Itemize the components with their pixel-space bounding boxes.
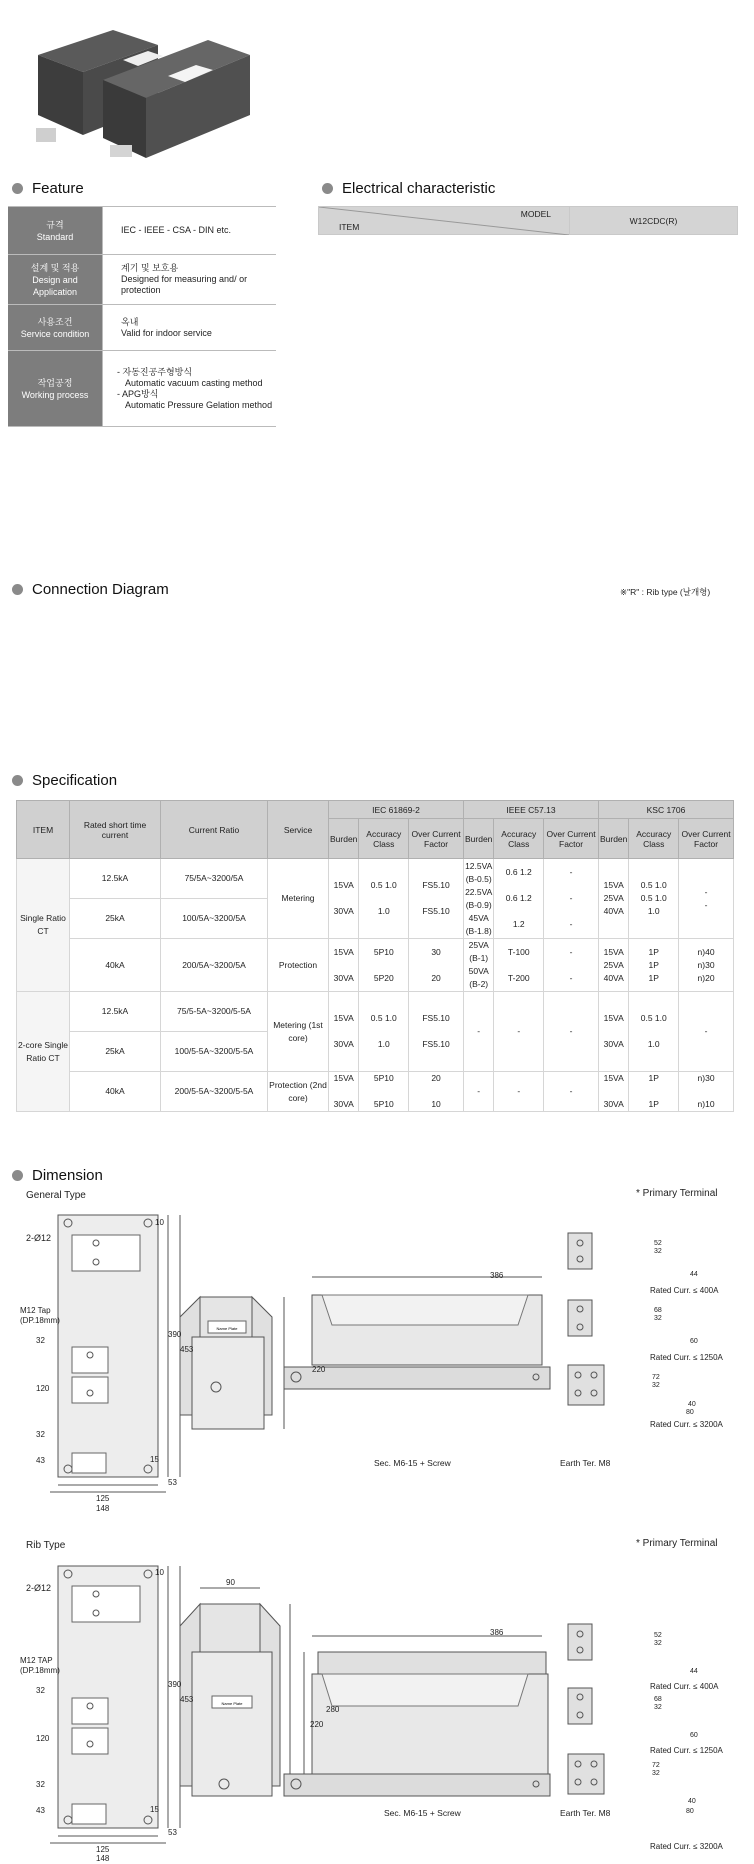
connection-section-title	[12, 581, 169, 598]
connection-diagrams	[10, 630, 750, 740]
terminal-rating: Rated Curr. ≤ 1250A	[650, 1353, 723, 1362]
spec-ksc-acc: 0.5 1.0 1.0	[629, 992, 679, 1072]
feature-label: 사용조건 Service condition	[8, 305, 103, 351]
spec-service: Protection (2nd core)	[268, 1072, 329, 1112]
connection-title: Connection Diagram	[32, 581, 169, 598]
feature-value: IEC - IEEE - CSA - DIN etc.	[103, 207, 277, 255]
spec-rated: 40kA	[70, 939, 161, 992]
terminal-rating: Rated Curr. ≤ 400A	[650, 1682, 719, 1691]
spec-rated: 25kA	[70, 899, 161, 939]
terminal-rating: Rated Curr. ≤ 3200A	[650, 1842, 723, 1851]
spec-ieee-burden: -	[463, 992, 493, 1072]
electrical-title: Electrical characteristic	[342, 180, 496, 197]
sec-screw-label: Sec. M6-15 + Screw	[374, 1458, 451, 1468]
spec-ksc-burden: 15VA 30VA	[598, 992, 628, 1072]
spec-service: Metering (1st core)	[268, 992, 329, 1072]
earth-terminal-label: Earth Ter. M8	[560, 1808, 611, 1818]
spec-group-name: 2-core Single Ratio CT	[17, 992, 70, 1112]
general-type-drawing	[20, 1205, 750, 1495]
spec-ksc-ocf: n)40 n)30 n)20	[679, 939, 734, 992]
spec-row	[17, 992, 734, 1032]
spec-ksc-burden: 15VA 25VA 40VA	[598, 939, 628, 992]
rib-type-note: ※"R" : Rib type (날개형)	[620, 587, 711, 597]
bullet-icon	[12, 183, 23, 194]
spec-ratio: 100/5A~3200/5A	[161, 899, 268, 939]
spec-ksc-ocf: - -	[679, 859, 734, 939]
dimension-title: Dimension	[32, 1167, 103, 1184]
spec-ieee-ocf: - - -	[544, 859, 599, 939]
spec-ieee-ocf: - -	[544, 939, 599, 992]
feature-row	[8, 207, 276, 255]
spec-ksc-acc: 0.5 1.0 0.5 1.0 1.0	[629, 859, 679, 939]
spec-iec-burden: 15VA 30VA	[329, 992, 359, 1072]
spec-ratio: 200/5-5A~3200/5-5A	[161, 1072, 268, 1112]
spec-rated: 40kA	[70, 1072, 161, 1112]
feature-value: - 자동진공주형방식 Automatic vacuum casting method - APG방식 Automatic Pressure Gelation method	[103, 351, 277, 427]
tap-dp-label: (DP.18mm)	[20, 1666, 60, 1675]
tap-label: M12 TAP	[20, 1656, 53, 1665]
spec-ieee-ocf: -	[544, 992, 599, 1072]
spec-ksc-acc: 1P 1P	[629, 1072, 679, 1112]
spec-ksc-ocf: n)30 n)10	[679, 1072, 734, 1112]
nameplate-text: Name Plate	[221, 1701, 243, 1706]
spec-iec-acc: 5P10 5P10	[359, 1072, 409, 1112]
spec-ksc-ocf: -	[679, 992, 734, 1072]
product-photo	[18, 10, 258, 160]
spec-rated: 25kA	[70, 1032, 161, 1072]
spec-group-name: Single Ratio CT	[17, 859, 70, 992]
spec-service: Metering	[268, 859, 329, 939]
spec-row	[17, 859, 734, 899]
spec-iec-ocf: FS5.10 FS5.10	[409, 859, 464, 939]
spec-ieee-acc: -	[494, 1072, 544, 1112]
model-item-header: MODEL ITEM	[319, 207, 570, 235]
spec-ksc-burden: 15VA 25VA 40VA	[598, 859, 628, 939]
feature-table	[8, 206, 276, 427]
specification-title: Specification	[32, 772, 118, 789]
spec-iec-burden: 15VA 30VA	[329, 1072, 359, 1112]
sec-screw-label: Sec. M6-15 + Screw	[384, 1808, 461, 1818]
spec-ieee-burden: -	[463, 1072, 493, 1112]
spec-ratio: 100/5-5A~3200/5-5A	[161, 1032, 268, 1072]
feature-label: 규격 Standard	[8, 207, 103, 255]
spec-ieee-acc: -	[494, 992, 544, 1072]
spec-iec-ocf: 30 20	[409, 939, 464, 992]
spec-ksc-burden: 15VA 30VA	[598, 1072, 628, 1112]
rib-type-label: Rib Type	[26, 1540, 66, 1551]
spec-ksc-acc: 1P 1P 1P	[629, 939, 679, 992]
primary-terminal-label-1: * Primary Terminal	[636, 1188, 718, 1199]
spec-ieee-acc: 0.6 1.2 0.6 1.2 1.2	[494, 859, 544, 939]
spec-iec-acc: 5P10 5P20	[359, 939, 409, 992]
feature-label: 작업공정 Working process	[8, 351, 103, 427]
general-type-label: General Type	[26, 1190, 86, 1201]
spec-row	[17, 939, 734, 992]
hole-label: 2-Ø12	[26, 1233, 52, 1243]
feature-row	[8, 351, 276, 427]
bullet-icon	[12, 775, 23, 786]
spec-ieee-burden: 12.5VA (B-0.5) 22.5VA (B-0.9) 45VA (B-1.8)	[463, 859, 493, 939]
feature-value: 옥내 Valid for indoor service	[103, 305, 277, 351]
feature-row	[8, 305, 276, 351]
earth-terminal-label: Earth Ter. M8	[560, 1458, 611, 1468]
spec-ratio: 75/5A~3200/5A	[161, 859, 268, 899]
feature-section-title	[12, 180, 84, 197]
spec-iec-burden: 15VA 30VA	[329, 939, 359, 992]
spec-ratio: 200/5A~3200/5A	[161, 939, 268, 992]
primary-terminal-label-2: * Primary Terminal	[636, 1538, 718, 1549]
spec-rated: 12.5kA	[70, 859, 161, 899]
electrical-section-title	[322, 180, 495, 197]
spec-iec-ocf: FS5.10 FS5.10	[409, 992, 464, 1072]
dimension-section-title	[12, 1167, 103, 1184]
hole-label: 2-Ø12	[26, 1583, 52, 1593]
feature-label: 설계 및 적용 Design and Application	[8, 255, 103, 305]
spec-rated: 12.5kA	[70, 992, 161, 1032]
nameplate-text: Name Plate	[216, 1326, 238, 1331]
spec-iec-acc: 0.5 1.0 1.0	[359, 859, 409, 939]
spec-row	[17, 1072, 734, 1112]
terminal-rating: Rated Curr. ≤ 400A	[650, 1286, 719, 1295]
spec-ratio: 75/5-5A~3200/5-5A	[161, 992, 268, 1032]
feature-title: Feature	[32, 180, 84, 197]
tap-dp-label: (DP.18mm)	[20, 1316, 60, 1325]
specification-table: ITEM Rated short time current Current Ratio Service IEC 61869-2 IEEE C57.13 KSC 1706 Burden Accuracy Class Over Current Factor Burden Accuracy Class Over Current Factor Burden Accuracy Class Over Current Factor Single Ratio CT 12.5kA 75/5A~3200/5A Metering 15VA 30VA 0.5 1.0 1.0 FS5.10 FS5.10 12.5VA (B-0.5) 22.5VA (B-0.9) 45VA (B-1.8) 0.6 1.2 0.6 1.2 1.2 - - - 15VA 25VA 40VA 0.5 1.0 0.5 1.0 1.0 - - 25kA 100/5A~3200/5A 40kA 200/5A~3200/5A Protection 15VA 30VA 5P10 5P20 30 20 25VA (B-1) 50VA (B-2) T-100 T-200 - - 15VA 25VA 40VA 1P 1P 1P n)40 n)30 n)20 2-core Single Ratio CT 12.5kA 75/5-5A~3200/5-5A Metering (1st core) 15VA 30VA 0.5 1.0 1.0 FS5.10 FS5.10 - - - 15VA 30VA 0.5 1.0 1.0 - 25kA 100/5-5A~3200/5-5A 40kA 200/5-5A~3200/5-5A Protection (2nd core) 15VA 30VA 5P10 5P10 20 10 - - - 15VA 30VA 1P 1P n)30 n)10	[16, 800, 734, 1112]
electrical-table	[318, 206, 738, 235]
bullet-icon	[12, 584, 23, 595]
terminal-rating: Rated Curr. ≤ 3200A	[650, 1420, 723, 1429]
model-name: W12CDC(R)	[570, 207, 738, 235]
spec-ieee-acc: T-100 T-200	[494, 939, 544, 992]
feature-value: 계기 및 보호용 Designed for measuring and/ or protection	[103, 255, 277, 305]
spec-iec-acc: 0.5 1.0 1.0	[359, 992, 409, 1072]
feature-row	[8, 255, 276, 305]
bullet-icon	[322, 183, 333, 194]
spec-iec-ocf: 20 10	[409, 1072, 464, 1112]
spec-ieee-burden: 25VA (B-1) 50VA (B-2)	[463, 939, 493, 992]
spec-ieee-ocf: -	[544, 1072, 599, 1112]
tap-label: M12 Tap	[20, 1306, 51, 1315]
spec-service: Protection	[268, 939, 329, 992]
spec-iec-burden: 15VA 30VA	[329, 859, 359, 939]
terminal-rating: Rated Curr. ≤ 1250A	[650, 1746, 723, 1755]
bullet-icon	[12, 1170, 23, 1181]
specification-section-title	[12, 772, 117, 789]
